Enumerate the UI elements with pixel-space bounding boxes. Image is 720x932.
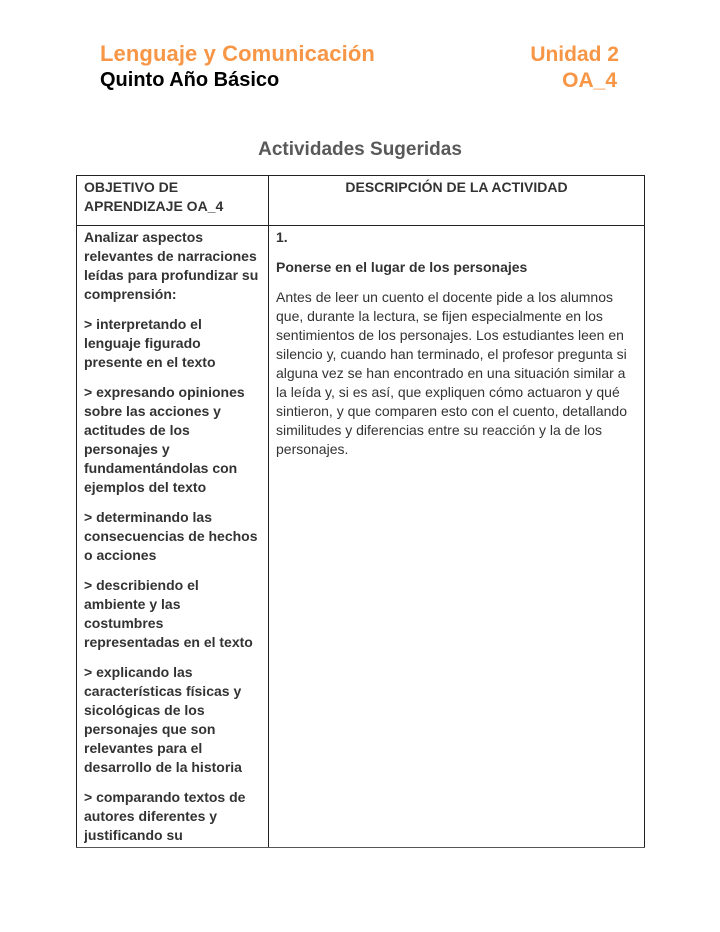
objective-cell <box>77 226 269 848</box>
unit-label: Unidad 2 <box>530 43 619 66</box>
table-row <box>77 226 645 848</box>
objective-item: > determinando las consecuencias de hechos o acciones <box>84 509 258 563</box>
activity-title: Ponerse en el lugar de los personajes <box>276 259 528 275</box>
objective-item: > explicando las características físicas y sicológicas de los personajes que son relevantes para el desarrollo de la historia <box>84 664 242 775</box>
activities-table <box>76 175 645 848</box>
objective-code: OA_4 <box>562 69 617 92</box>
objective-item: > describiendo el ambiente y las costumbres representadas en el texto <box>84 577 253 650</box>
objective-item: > interpretando el lenguaje figurado presente en el texto <box>84 316 216 370</box>
grade-level: Quinto Año Básico <box>100 69 280 91</box>
objective-intro: Analizar aspectos relevantes de narraciones leídas para profundizar su comprensión: <box>84 229 259 302</box>
activity-description: Antes de leer un cuento el docente pide a los alumnos que, durante la lectura, se fijen especialmente en los sentimientos de los personajes. Los estudiantes leen en silencio y, cuando han terminado, el profesor pregunta si alguna vez se han encontrado en una situación similar a la leída y, si es así, que expliquen cómo actuaron y qué sintieron, y que comparen esto con el cuento, detallando similitudes y diferencias entre su reacción y la de los personajes. <box>276 289 628 457</box>
column-header-description: DESCRIPCIÓN DE LA ACTIVIDAD <box>269 176 645 226</box>
table-header-row <box>77 176 645 226</box>
objective-content <box>84 228 261 845</box>
activity-number: 1. <box>276 229 288 245</box>
activity-cell <box>269 226 645 848</box>
objective-item: > expresando opiniones sobre las acciones y actitudes de los personajes y fundamentándolas con ejemplos del texto <box>84 384 245 495</box>
objective-item: > comparando textos de autores diferentes y justificando su <box>84 789 246 843</box>
column-header-objective: OBJETIVO DE APRENDIZAJE OA_4 <box>77 176 269 226</box>
subject-title: Lenguaje y Comunicación <box>100 41 375 66</box>
section-title: Actividades Sugeridas <box>258 139 462 160</box>
